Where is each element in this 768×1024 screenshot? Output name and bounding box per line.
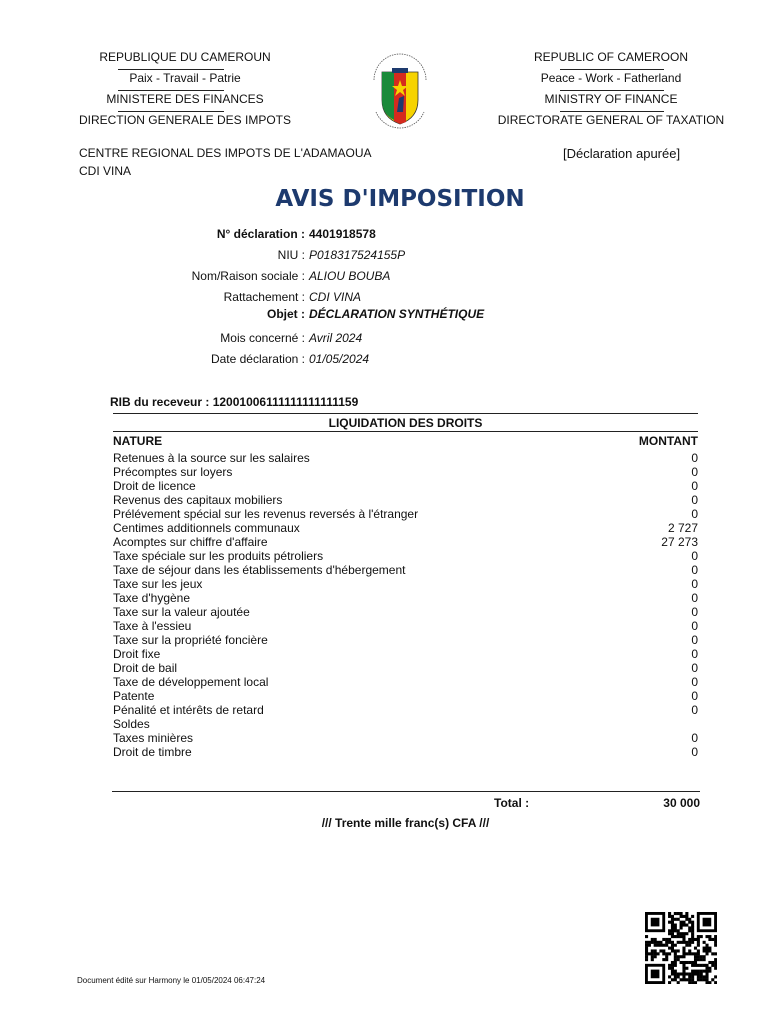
header-right-line-3: MINISTRY OF FINANCE xyxy=(544,92,678,106)
info-label: Mois concerné : xyxy=(220,331,305,345)
info-label: Rattachement : xyxy=(223,290,305,304)
centre-regional: CENTRE REGIONAL DES IMPOTS DE L'ADAMAOUA xyxy=(79,146,372,160)
row-nature: Taxe de développement local xyxy=(113,675,269,689)
row-nature: Patente xyxy=(113,689,155,703)
row-montant: 27 273 xyxy=(661,535,698,549)
total-value: 30 000 xyxy=(663,796,700,810)
header-left-rule-2 xyxy=(118,90,224,91)
row-montant: 0 xyxy=(691,675,698,689)
row-nature: Taxe sur les jeux xyxy=(113,577,203,591)
row-nature: Droit de timbre xyxy=(113,745,192,759)
info-row-objet xyxy=(60,307,620,323)
header-right-line-4: DIRECTORATE GENERAL OF TAXATION xyxy=(497,113,725,127)
row-nature: Droit fixe xyxy=(113,647,161,661)
info-label: N° déclaration : xyxy=(216,227,305,241)
table-row xyxy=(113,563,698,577)
info-row-mois xyxy=(60,331,620,347)
info-label: NIU : xyxy=(277,248,305,262)
info-row-niu xyxy=(60,248,620,264)
row-montant: 0 xyxy=(691,577,698,591)
row-nature: Pénalité et intérêts de retard xyxy=(113,703,264,717)
row-nature: Droit de bail xyxy=(113,661,178,675)
info-value: Avril 2024 xyxy=(309,331,363,345)
table-row xyxy=(113,647,698,661)
row-nature: Taxes minières xyxy=(113,731,194,745)
info-label: Objet : xyxy=(267,307,305,321)
row-montant: 0 xyxy=(691,563,698,577)
info-row-rattachement xyxy=(60,290,620,306)
info-label: Date déclaration : xyxy=(210,352,305,366)
header-right-line-1: REPUBLIC OF CAMEROON xyxy=(533,50,689,64)
header-right-line-2: Peace - Work - Fatherland xyxy=(540,71,682,85)
column-montant: MONTANT xyxy=(638,434,698,448)
total-rule xyxy=(112,791,700,792)
table-row xyxy=(113,549,698,563)
info-value: CDI VINA xyxy=(309,290,362,304)
table-row xyxy=(113,493,698,507)
row-montant: 0 xyxy=(691,549,698,563)
row-nature: Soldes xyxy=(113,717,150,731)
header-left-line-1: REPUBLIQUE DU CAMEROUN xyxy=(99,50,271,64)
row-montant: 0 xyxy=(691,633,698,647)
rib-receveur: RIB du receveur : 12001006111111111111159 xyxy=(110,395,359,409)
coat-of-arms-icon xyxy=(368,50,432,134)
row-montant: 2 727 xyxy=(667,521,698,535)
row-nature: Taxe sur la valeur ajoutée xyxy=(113,605,250,619)
row-montant: 0 xyxy=(691,647,698,661)
info-value: 01/05/2024 xyxy=(309,352,370,366)
row-nature: Taxe de séjour dans les établissements d'hébergement xyxy=(113,563,406,577)
row-nature: Taxe spéciale sur les produits pétroliers xyxy=(113,549,324,563)
header-left-rule-3 xyxy=(118,111,224,112)
table-row xyxy=(113,619,698,633)
row-nature: Précomptes sur loyers xyxy=(113,465,233,479)
status-badge: [Déclaration apurée] xyxy=(563,146,681,161)
row-montant: 0 xyxy=(691,479,698,493)
table-row xyxy=(113,451,698,465)
header-left-line-4: DIRECTION GENERALE DES IMPOTS xyxy=(78,113,292,127)
row-nature: Prélévement spécial sur les revenus reversés à l'étranger xyxy=(113,507,419,521)
table-row xyxy=(113,731,698,745)
row-montant: 0 xyxy=(691,591,698,605)
table-row xyxy=(113,479,698,493)
table-title-rule xyxy=(113,431,698,432)
footer-edited-note: Document édité sur Harmony le 01/05/2024 06:47:24 xyxy=(77,976,266,985)
row-montant: 0 xyxy=(691,731,698,745)
table-row xyxy=(113,521,698,535)
table-row xyxy=(113,703,698,717)
table-row xyxy=(113,507,698,521)
row-nature: Retenues à la source sur les salaires xyxy=(113,451,310,465)
table-row xyxy=(113,745,698,759)
info-value: P018317524155P xyxy=(309,248,406,262)
row-nature: Droit de licence xyxy=(113,479,196,493)
page-title: AVIS D'IMPOSITION xyxy=(275,186,525,212)
row-nature: Revenus des capitaux mobiliers xyxy=(113,493,283,507)
row-montant: 0 xyxy=(691,465,698,479)
header-right xyxy=(497,50,725,134)
table-row xyxy=(113,591,698,605)
qr-code-icon xyxy=(645,912,717,984)
row-montant: 0 xyxy=(691,451,698,465)
cdi-name: CDI VINA xyxy=(79,164,132,178)
info-row-declaration xyxy=(60,227,620,243)
row-nature: Taxe d'hygène xyxy=(113,591,191,605)
row-montant: 0 xyxy=(691,703,698,717)
total-label: Total : xyxy=(494,796,530,810)
row-montant: 0 xyxy=(691,619,698,633)
info-row-nom xyxy=(60,269,620,285)
table-row xyxy=(113,717,698,731)
row-montant: 0 xyxy=(691,689,698,703)
table-top-rule xyxy=(113,413,698,414)
info-row-date xyxy=(60,352,620,368)
header-left-line-3: MINISTERE DES FINANCES xyxy=(106,92,264,106)
info-value: DÉCLARATION SYNTHÉTIQUE xyxy=(309,307,485,321)
column-nature: NATURE xyxy=(113,434,163,448)
header-left-rule-1 xyxy=(118,69,224,70)
table-title: LIQUIDATION DES DROITS xyxy=(328,416,483,430)
row-nature: Centimes additionnels communaux xyxy=(113,521,300,535)
table-row xyxy=(113,577,698,591)
table-row xyxy=(113,661,698,675)
table-row xyxy=(113,675,698,689)
header-right-rule-3 xyxy=(560,111,664,112)
header-right-rule-1 xyxy=(560,69,664,70)
row-montant: 0 xyxy=(691,661,698,675)
row-nature: Taxe à l'essieu xyxy=(113,619,192,633)
row-nature: Taxe sur la propriété foncière xyxy=(113,633,268,647)
info-value: ALIOU BOUBA xyxy=(309,269,391,283)
table-row xyxy=(113,605,698,619)
row-montant: 0 xyxy=(691,745,698,759)
info-value: 4401918578 xyxy=(309,227,376,241)
header-left-line-2: Paix - Travail - Patrie xyxy=(129,71,241,85)
table-row xyxy=(113,535,698,549)
table-row xyxy=(113,465,698,479)
header-right-rule-2 xyxy=(560,90,664,91)
total-in-words: /// Trente mille franc(s) CFA /// xyxy=(321,816,490,830)
row-montant: 0 xyxy=(691,507,698,521)
info-label: Nom/Raison sociale : xyxy=(191,269,305,283)
row-montant: 0 xyxy=(691,605,698,619)
row-nature: Acomptes sur chiffre d'affaire xyxy=(113,535,268,549)
table-row xyxy=(113,633,698,647)
table-row xyxy=(113,689,698,703)
row-montant: 0 xyxy=(691,493,698,507)
header-left xyxy=(75,50,295,134)
